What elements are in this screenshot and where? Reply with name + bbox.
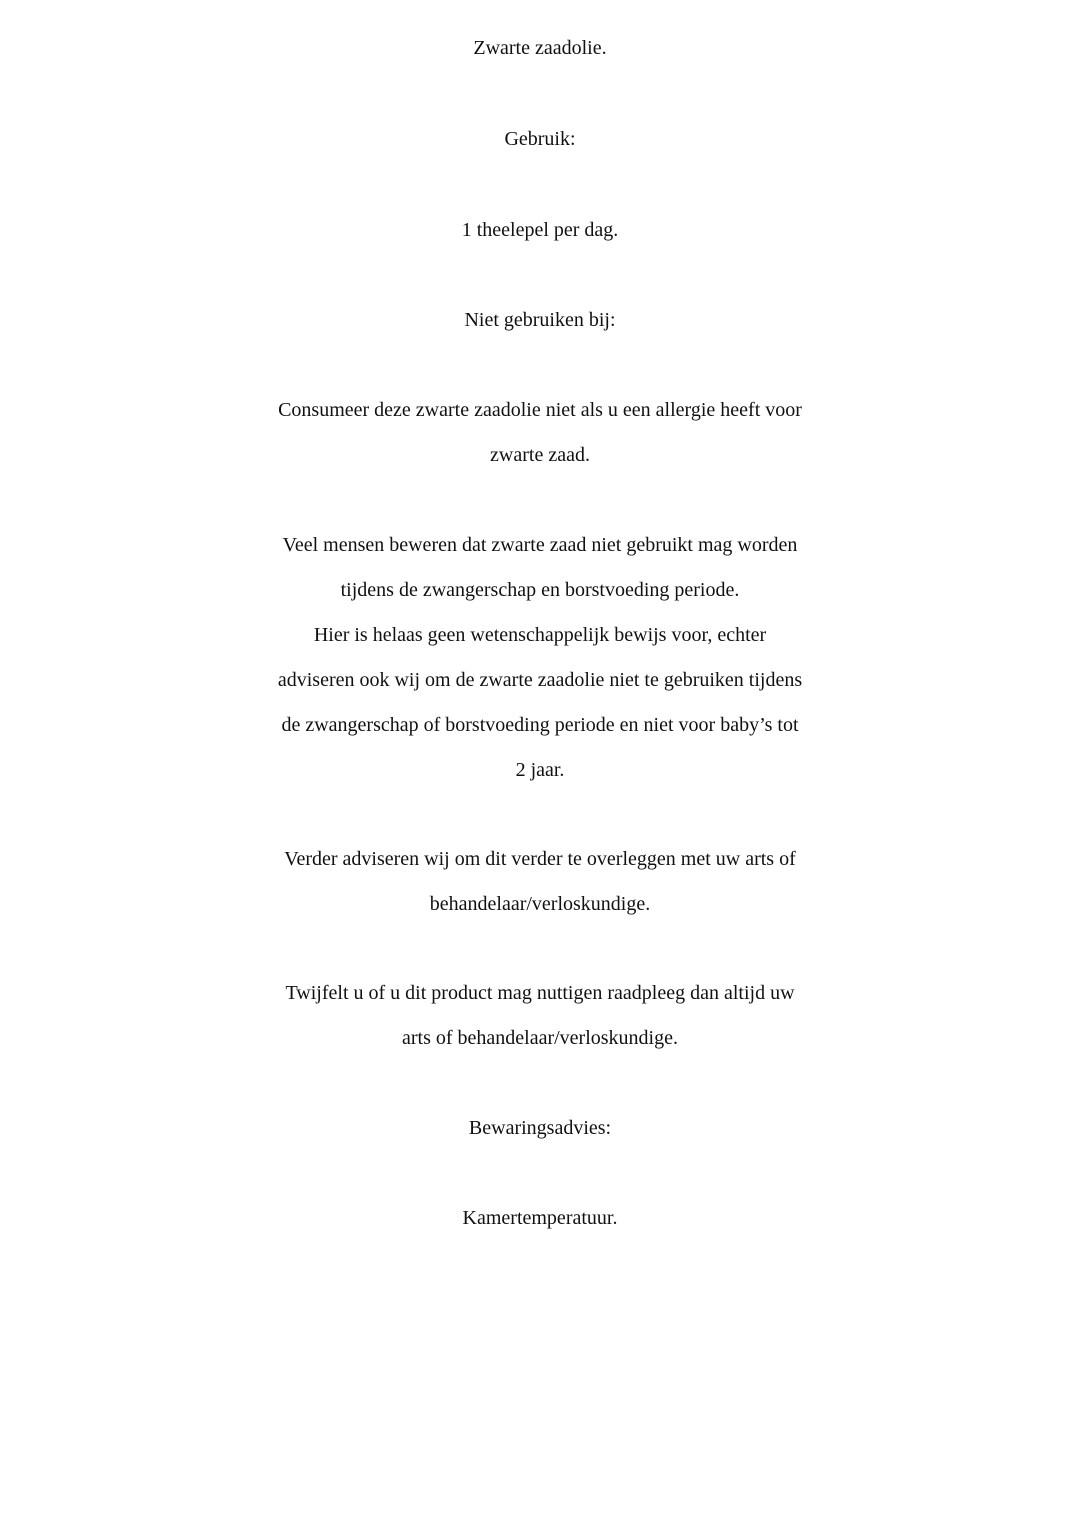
storage-heading: Bewaringsadvies:: [468, 1117, 612, 1139]
contraindication-heading: Niet gebruiken bij:: [464, 309, 616, 331]
doubt-line-2: arts of behandelaar/verloskundige.: [401, 1027, 678, 1049]
usage-heading: Gebruik:: [504, 128, 576, 150]
doubt-line-1: Twijfelt u of u dit product mag nuttigen raadpleeg dan altijd uw: [285, 982, 795, 1004]
usage-text: 1 theelepel per dag.: [461, 219, 619, 241]
pregnancy-line-1: Veel mensen beweren dat zwarte zaad niet gebruikt mag worden: [282, 534, 798, 556]
pregnancy-line-5: de zwangerschap of borstvoeding periode en niet voor baby’s tot: [281, 714, 799, 736]
pregnancy-line-2: tijdens de zwangerschap en borstvoeding periode.: [340, 579, 740, 601]
pregnancy-line-3: Hier is helaas geen wetenschappelijk bewijs voor, echter: [313, 624, 767, 646]
document-title: Zwarte zaadolie.: [473, 37, 607, 59]
allergy-line-1: Consumeer deze zwarte zaadolie niet als u een allergie heeft voor: [278, 399, 802, 421]
allergy-line-2: zwarte zaad.: [490, 444, 590, 466]
consult-line-2: behandelaar/verloskundige.: [429, 893, 651, 915]
pregnancy-line-4: adviseren ook wij om de zwarte zaadolie niet te gebruiken tijdens: [277, 669, 803, 691]
consult-line-1: Verder adviseren wij om dit verder te overleggen met uw arts of: [284, 848, 796, 870]
pregnancy-line-6: 2 jaar.: [515, 759, 565, 781]
storage-text: Kamertemperatuur.: [462, 1207, 618, 1229]
